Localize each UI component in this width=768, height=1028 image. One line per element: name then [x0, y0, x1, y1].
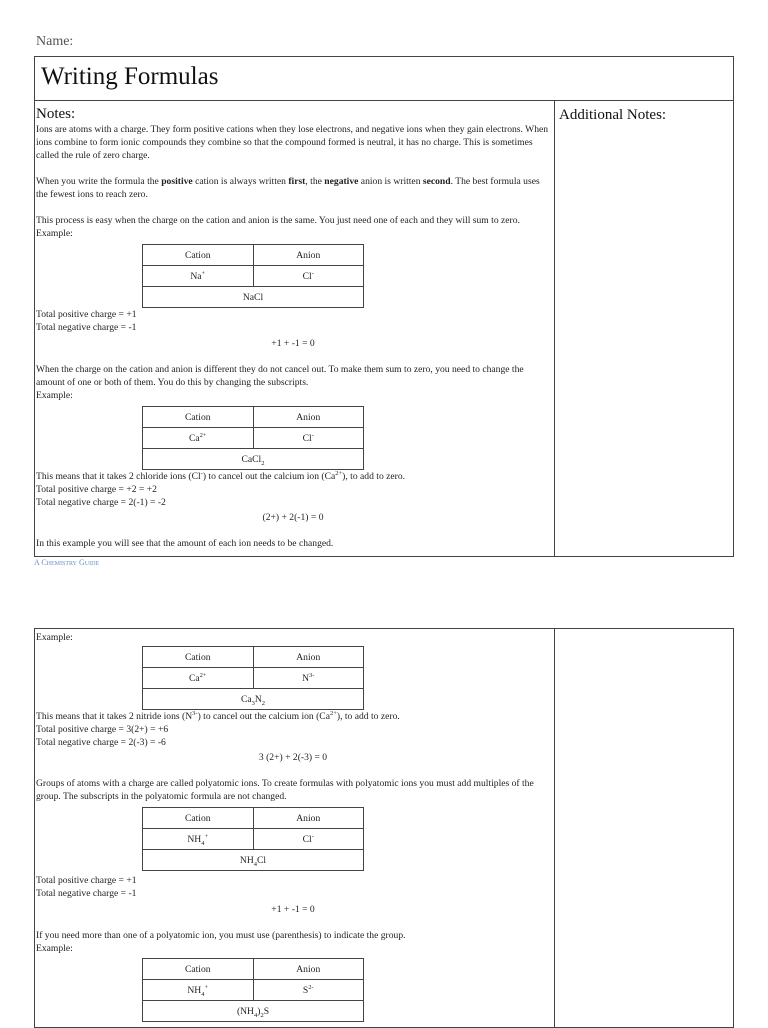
cation-cell: $Ca^{2+}$: [143, 668, 254, 689]
anion-cell: Cl-: [253, 428, 364, 449]
notes-content: [36, 105, 550, 550]
ex1-sum: +1 + -1 = 0: [271, 338, 315, 349]
example-label: Example:: [36, 228, 73, 239]
cation-header: Cation: [143, 245, 254, 266]
anion-header: Anion: [253, 808, 364, 829]
formula-cell: $NH_4Cl$: [143, 850, 364, 871]
ex1-positive: Total positive charge = +1: [36, 309, 137, 320]
notes-heading: Notes:: [36, 106, 76, 122]
page-title: Writing Formulas: [41, 63, 219, 90]
cation-cell: $NH_4^+$: [143, 829, 254, 850]
ex4-sum: +1 + -1 = 0: [271, 904, 315, 915]
cation-header: Cation: [143, 647, 254, 668]
formula-cell: CaCl$_2$: [143, 449, 364, 470]
ex3-sum: 3 (2+) + 2(-3) = 0: [258, 752, 328, 763]
ex2-note: In this example you will see that the amount of each ion needs to be changed.: [36, 538, 334, 549]
cation-cell: $Ca^{2+}$: [143, 428, 254, 449]
cation-header: Cation: [143, 407, 254, 428]
anion-cell: $N^{3-}$: [253, 668, 364, 689]
ex2-positive: Total positive charge = +2 = +2: [36, 484, 157, 495]
ex1-negative: Total negative charge = -1: [36, 322, 137, 333]
formula-cell: NaCl: [143, 287, 364, 308]
intro-paragraph: Ions are atoms with a charge. They form positive cations when they lose electrons, and negative ions when they gain electrons. When ions combine to form ionic compounds they combine so that the compound formed is neutral, it has no charge. This is sometimes called the rule of zero charge.: [36, 124, 549, 161]
ion-table-nh4-2s: [142, 958, 364, 1022]
name-label: Name:: [36, 34, 74, 49]
ex4-positive: Total positive charge = +1: [36, 875, 137, 886]
notes-box: [34, 100, 734, 557]
ex3-means: This means that it takes 2 nitride ions $(N^{3-})$ to cancel out the calcium ion $(Ca^{2+})$, to add to zero.: [36, 709, 400, 722]
ex2-sum: (2+) + 2(-1) = 0: [262, 512, 324, 523]
example-label: Example:: [36, 943, 73, 954]
ex3-negative: Total negative charge = 2(-3) = -6: [36, 737, 166, 748]
parenthesis-paragraph: If you need more than one of a polyatomic ion, you must use (parenthesis) to indicate the group.: [36, 930, 406, 941]
example-label: Example:: [36, 632, 73, 643]
example-label: Example:: [36, 390, 73, 401]
page2-content: [36, 631, 550, 1022]
anion-header: Anion: [253, 959, 364, 980]
title-box: [34, 56, 734, 101]
ion-table-ca3n2: [142, 646, 364, 710]
formula-cell: $(NH_4)_2S$: [143, 1001, 364, 1022]
ion-table-nacl: [142, 244, 364, 308]
cation-header: Cation: [143, 959, 254, 980]
diff-charge-paragraph: When the charge on the cation and anion is different they do not cancel out. To make them sum to zero, you need to change the amount of one or both of them. You do this by changing the subscripts.: [36, 364, 524, 388]
ion-table-cacl2: [142, 406, 364, 470]
column-divider: [554, 101, 555, 556]
ex4-negative: Total negative charge = -1: [36, 888, 137, 899]
cation-header: Cation: [143, 808, 254, 829]
anion-header: Anion: [253, 245, 364, 266]
formula-cell: $Ca_3N_2$: [143, 689, 364, 710]
ex2-means: This means that it takes 2 chloride ions (Cl-) to cancel out the calcium ion $(Ca^{2+})$, to add to zero.: [36, 469, 406, 482]
anion-cell: Cl-: [253, 266, 364, 287]
anion-cell: Cl-: [253, 829, 364, 850]
order-paragraph: When you write the formula the positive cation is always written first, the negative anion is written second. The best formula uses the fewest ions to reach zero.: [36, 176, 540, 200]
same-charge-paragraph: This process is easy when the charge on the cation and anion is the same. You just need one of each and they will sum to zero.: [36, 215, 520, 226]
anion-header: Anion: [253, 407, 364, 428]
ion-table-nh4cl: [142, 807, 364, 871]
cation-cell: Na+: [143, 266, 254, 287]
polyatomic-paragraph: Groups of atoms with a charge are called polyatomic ions. To create formulas with polyatomic ions you must add multiples of the group. The subscripts in the polyatomic formula are not changed.: [36, 778, 534, 802]
cation-cell: $NH_4^+$: [143, 980, 254, 1001]
ex2-negative: Total negative charge = 2(-1) = -2: [36, 497, 166, 508]
ex3-positive: Total positive charge = 3(2+) = +6: [36, 724, 169, 735]
anion-header: Anion: [253, 647, 364, 668]
anion-cell: $S^{2-}$: [253, 980, 364, 1001]
page2-box: [34, 628, 734, 1028]
footer-credit: A Chemistry Guide: [34, 558, 100, 567]
additional-notes-heading: Additional Notes:: [559, 107, 667, 123]
column-divider: [554, 629, 555, 1027]
